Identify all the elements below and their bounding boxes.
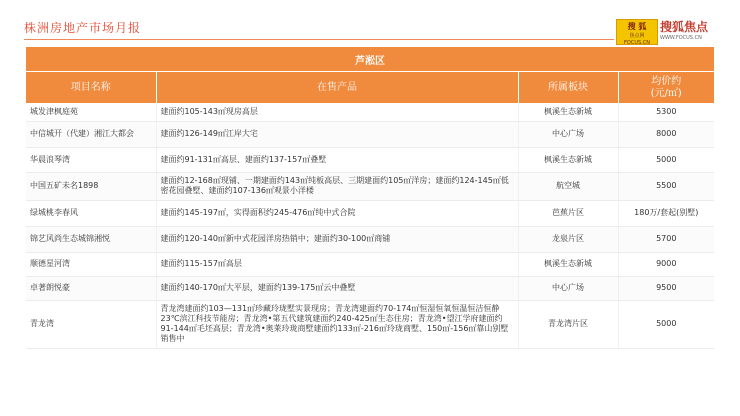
project-price: 5000 <box>618 300 714 348</box>
focus-logo-subtext: WWW.FOCUS.CN <box>660 35 702 41</box>
project-product: 建面约126-149㎡江岸大宅 <box>156 121 518 147</box>
table-row <box>26 252 714 276</box>
project-name: 华晨浪琴湾 <box>26 147 156 172</box>
project-area: 枫溪生态新城 <box>518 252 618 276</box>
project-name: 城发津枫庭苑 <box>26 103 156 121</box>
project-product: 建面约12-168㎡现铺、一期建面约143㎡纯板高层、三期建面约105㎡洋房；建面约124-145㎡低密花园叠墅、建面约107-136㎡观景小洋楼 <box>156 172 518 200</box>
project-area: 枫溪生态新城 <box>518 103 618 121</box>
project-price: 5500 <box>618 172 714 200</box>
project-price: 9000 <box>618 252 714 276</box>
sohu-logo <box>616 19 658 45</box>
table-row <box>26 147 714 172</box>
column-header-price-label: 均价约 <box>651 75 682 87</box>
focus-logo <box>660 20 724 46</box>
column-header-price <box>618 72 714 104</box>
project-area: 中心广场 <box>518 276 618 300</box>
project-name: 卓著朗悦豪 <box>26 276 156 300</box>
project-price: 180万/套起(别墅) <box>618 200 714 226</box>
project-product: 建面约140-170㎡大平层，建面约139-175㎡云中叠墅 <box>156 276 518 300</box>
project-product: 建面约91-131㎡高层、建面约137-157㎡叠墅 <box>156 147 518 172</box>
report-title: 株洲房地产市场月报 <box>24 21 142 35</box>
project-name: 中国五矿未名1898 <box>26 172 156 200</box>
project-price: 5000 <box>618 147 714 172</box>
project-product: 青龙湾建面约103—131㎡珍藏玲珑墅实景现房；青龙湾建面约70-174㎡恒湿恒氧恒温恒洁恒静23℃滨江科技节能房；青龙湾•第五代建筑建面约240-425㎡生态住房；青龙湾•望江学府建面约91-144㎡毛坯高层；青龙湾•奥莱玲珑商墅建面约133㎡-216㎡玲珑商墅、150㎡-156㎡靠山别墅销售中 <box>156 300 518 348</box>
project-price: 9500 <box>618 276 714 300</box>
project-price: 5700 <box>618 226 714 252</box>
sohu-logo-text: 搜 狐 <box>627 22 647 31</box>
table-row <box>26 276 714 300</box>
table-row <box>26 172 714 200</box>
project-area: 龙泉片区 <box>518 226 618 252</box>
project-area: 青龙湾片区 <box>518 300 618 348</box>
project-price: 8000 <box>618 121 714 147</box>
table-row <box>26 300 714 348</box>
table-row <box>26 226 714 252</box>
project-area: 航空城 <box>518 172 618 200</box>
project-product: 建面约105-143㎡现房高层 <box>156 103 518 121</box>
project-table <box>26 47 714 349</box>
column-header-name: 项目名称 <box>26 72 156 104</box>
project-name: 顺德星河湾 <box>26 252 156 276</box>
project-name: 绿城桃李春风 <box>26 200 156 226</box>
project-name: 中信城开（代建）湘江大都会 <box>26 121 156 147</box>
table-row <box>26 103 714 121</box>
focus-logo-text: 搜狐焦点 <box>660 20 709 34</box>
project-product: 建面约120-140㎡新中式花园洋房热销中；建面约30-100㎡商铺 <box>156 226 518 252</box>
column-header-price-unit: (元/㎡) <box>650 87 682 99</box>
project-area: 芭蕉片区 <box>518 200 618 226</box>
column-header-area: 所属板块 <box>518 72 618 104</box>
sohu-logo-subtext: 焦点网 FOCUS.CN <box>624 33 650 46</box>
title-divider <box>24 39 614 40</box>
project-product: 建面约145-197㎡，实得面积约245-476㎡纯中式合院 <box>156 200 518 226</box>
project-area: 中心广场 <box>518 121 618 147</box>
table-row <box>26 121 714 147</box>
project-name: 青龙湾 <box>26 300 156 348</box>
table-row <box>26 200 714 226</box>
project-name: 锦艺风尚生态城锦湘悦 <box>26 226 156 252</box>
project-product: 建面约115-157㎡高层 <box>156 252 518 276</box>
project-area: 枫溪生态新城 <box>518 147 618 172</box>
project-price: 5300 <box>618 103 714 121</box>
column-header-product: 在售产品 <box>156 72 518 104</box>
district-header: 芦淞区 <box>26 47 714 72</box>
